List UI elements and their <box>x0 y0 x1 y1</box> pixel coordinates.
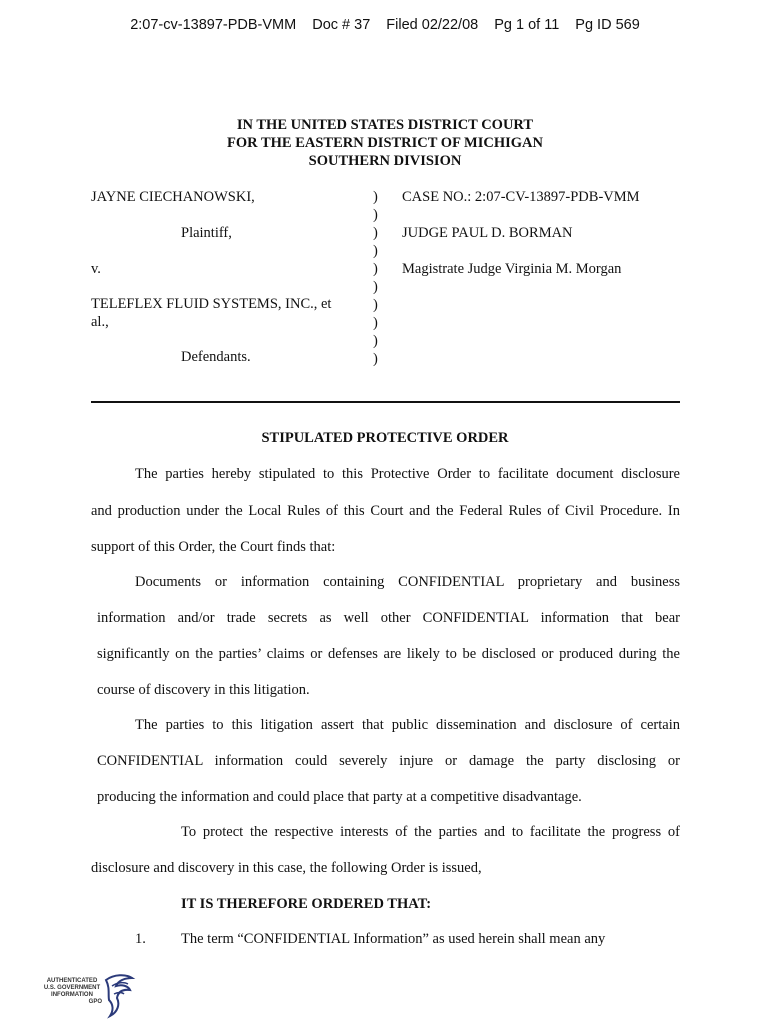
paragraph-2-line-4: course of discovery in this litigation. <box>97 682 310 698</box>
paragraph-4-line-1: To protect the respective interests of the parties and to facilitate the progress of <box>181 824 680 840</box>
plaintiff-role: Plaintiff, <box>181 225 232 241</box>
gpo-line-2: U.S. GOVERNMENT <box>43 985 101 991</box>
paren: ) <box>373 261 378 277</box>
header-page-count: Pg 1 of 11 <box>494 17 560 33</box>
gpo-line-3: INFORMATION <box>51 992 93 998</box>
paren: ) <box>373 189 378 205</box>
gpo-line-1: AUTHENTICATED <box>46 978 98 984</box>
gpo-line-4: GPO <box>88 999 102 1005</box>
header-page-id: Pg ID 569 <box>575 17 640 33</box>
paragraph-1-line-3: support of this Order, the Court finds that: <box>91 539 336 555</box>
gpo-authentication-seal <box>40 972 135 1020</box>
header-doc-number: Doc # 37 <box>312 17 371 33</box>
court-line-3: SOUTHERN DIVISION <box>308 153 462 169</box>
defendant-name-line-1: TELEFLEX FLUID SYSTEMS, INC., et <box>91 296 332 312</box>
order-heading: IT IS THEREFORE ORDERED THAT: <box>181 896 432 912</box>
plaintiff-name: JAYNE CIECHANOWSKI, <box>91 189 255 205</box>
caption-divider <box>91 401 680 403</box>
paren: ) <box>373 225 378 241</box>
court-line-1: IN THE UNITED STATES DISTRICT COURT <box>236 117 534 133</box>
defendant-name-line-2: al., <box>91 314 109 330</box>
paragraph-4-line-2: disclosure and discovery in this case, the following Order is issued, <box>91 860 482 876</box>
paren: ) <box>373 279 378 295</box>
paren: ) <box>373 297 378 313</box>
judge-name: JUDGE PAUL D. BORMAN <box>402 225 573 241</box>
paragraph-1-line-2: and production under the Local Rules of this Court and the Federal Rules of Civil Procedure. In <box>91 503 680 519</box>
paren: ) <box>373 243 378 259</box>
court-line-2: FOR THE EASTERN DISTRICT OF MICHIGAN <box>227 135 543 151</box>
item-1-number: 1. <box>135 931 146 947</box>
magistrate-judge: Magistrate Judge Virginia M. Morgan <box>402 261 622 277</box>
defendant-role: Defendants. <box>181 349 251 365</box>
header-filed-date: Filed 02/22/08 <box>386 17 479 33</box>
case-number: CASE NO.: 2:07-CV-13897-PDB-VMM <box>402 189 640 205</box>
court-heading <box>0 116 770 170</box>
paren: ) <box>373 315 378 331</box>
gpo-eagle-icon <box>100 972 140 1020</box>
ecf-header <box>0 17 770 33</box>
paragraph-3-line-1: The parties to this litigation assert that public dissemination and disclosure of certain <box>135 717 680 733</box>
caption-parentheses <box>373 188 378 368</box>
paren: ) <box>373 333 378 349</box>
paragraph-2-line-3: significantly on the parties’ claims or defenses are likely to be disclosed or produced during the <box>97 646 680 662</box>
versus-label: v. <box>91 261 101 277</box>
gpo-seal-text <box>40 978 104 1006</box>
paragraph-3-line-2: CONFIDENTIAL information could severely injure or damage the party disclosing or <box>97 753 680 769</box>
paragraph-2-line-1: Documents or information containing CONFIDENTIAL proprietary and business <box>135 574 680 590</box>
paragraph-1-line-1: The parties hereby stipulated to this Protective Order to facilitate document disclosure <box>135 466 680 482</box>
paren: ) <box>373 351 378 367</box>
paragraph-3-line-3: producing the information and could place that party at a competitive disadvantage. <box>97 789 582 805</box>
paragraph-2-line-2: information and/or trade secrets as well other CONFIDENTIAL information that bear <box>97 610 680 626</box>
document-title: STIPULATED PROTECTIVE ORDER <box>261 430 509 446</box>
header-case-number: 2:07-cv-13897-PDB-VMM <box>130 17 297 33</box>
paren: ) <box>373 207 378 223</box>
item-1-text: The term “CONFIDENTIAL Information” as used herein shall mean any <box>181 931 606 947</box>
